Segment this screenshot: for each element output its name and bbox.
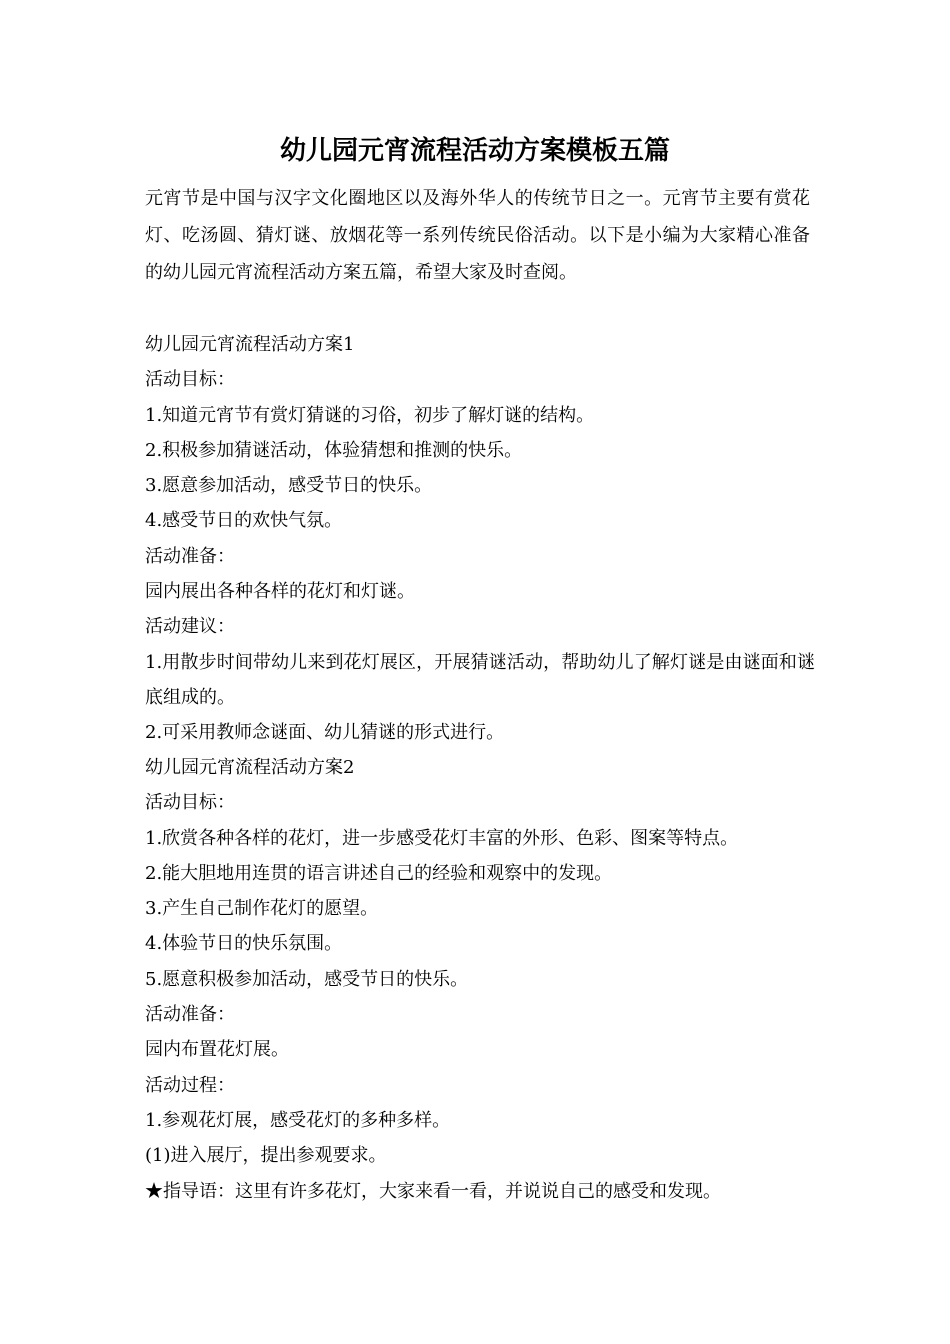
subheading: 活动目标：	[145, 792, 235, 814]
intro-paragraph: 元宵节是中国与汉字文化圈地区以及海外华人的传统节日之一。元宵节主要有赏花灯、吃汤圆、猜灯谜、放烟花等一系列传统民俗活动。以下是小编为大家精心准备的幼儿园元宵流程活动方案五篇，希望大家及时查阅。	[145, 188, 810, 283]
subheading: 活动过程：	[145, 1074, 235, 1096]
section-heading: 幼儿园元宵流程活动方案2	[145, 756, 355, 778]
subheading: 活动准备：	[145, 545, 235, 567]
document-title: 幼儿园元宵流程活动方案模板五篇	[279, 136, 670, 166]
list-item: 4.感受节日的欢快气氛。	[145, 510, 343, 532]
list-item: 4.体验节日的快乐氛围。	[145, 933, 343, 955]
list-item: 2.可采用教师念谜面、幼儿猜谜的形式进行。	[145, 721, 505, 743]
list-item: 5.愿意积极参加活动，感受节日的快乐。	[145, 968, 469, 990]
list-item: ★指导语：这里有许多花灯，大家来看一看，并说说自己的感受和发现。	[145, 1180, 721, 1202]
list-item: 1.知道元宵节有赏灯猜谜的习俗，初步了解灯谜的结构。	[145, 404, 595, 426]
list-item: 1.欣赏各种各样的花灯，进一步感受花灯丰富的外形、色彩、图案等特点。	[145, 827, 739, 849]
section-heading: 幼儿园元宵流程活动方案1	[145, 334, 355, 355]
subheading: 活动目标：	[145, 369, 235, 391]
body-text: 园内展出各种各样的花灯和灯谜。	[145, 581, 415, 603]
list-item: (1)进入展厅，提出参观要求。	[145, 1145, 387, 1167]
list-item: 2.能大胆地用连贯的语言讲述自己的经验和观察中的发现。	[145, 862, 613, 884]
list-item: 2.积极参加猜谜活动，体验猜想和推测的快乐。	[145, 439, 523, 461]
list-item: 3.愿意参加活动，感受节日的快乐。	[145, 475, 433, 497]
list-item: 3.产生自己制作花灯的愿望。	[145, 898, 379, 920]
list-item: 1.用散步时间带幼儿来到花灯展区，开展猜谜活动，帮助幼儿了解灯谜是由谜面和谜底组成的。	[145, 651, 815, 708]
subheading: 活动准备：	[145, 1004, 235, 1026]
subheading: 活动建议：	[145, 616, 235, 638]
document-body	[145, 327, 815, 1209]
list-item: 1.参观花灯展，感受花灯的多种多样。	[145, 1109, 451, 1131]
body-text: 园内布置花灯展。	[145, 1039, 289, 1061]
